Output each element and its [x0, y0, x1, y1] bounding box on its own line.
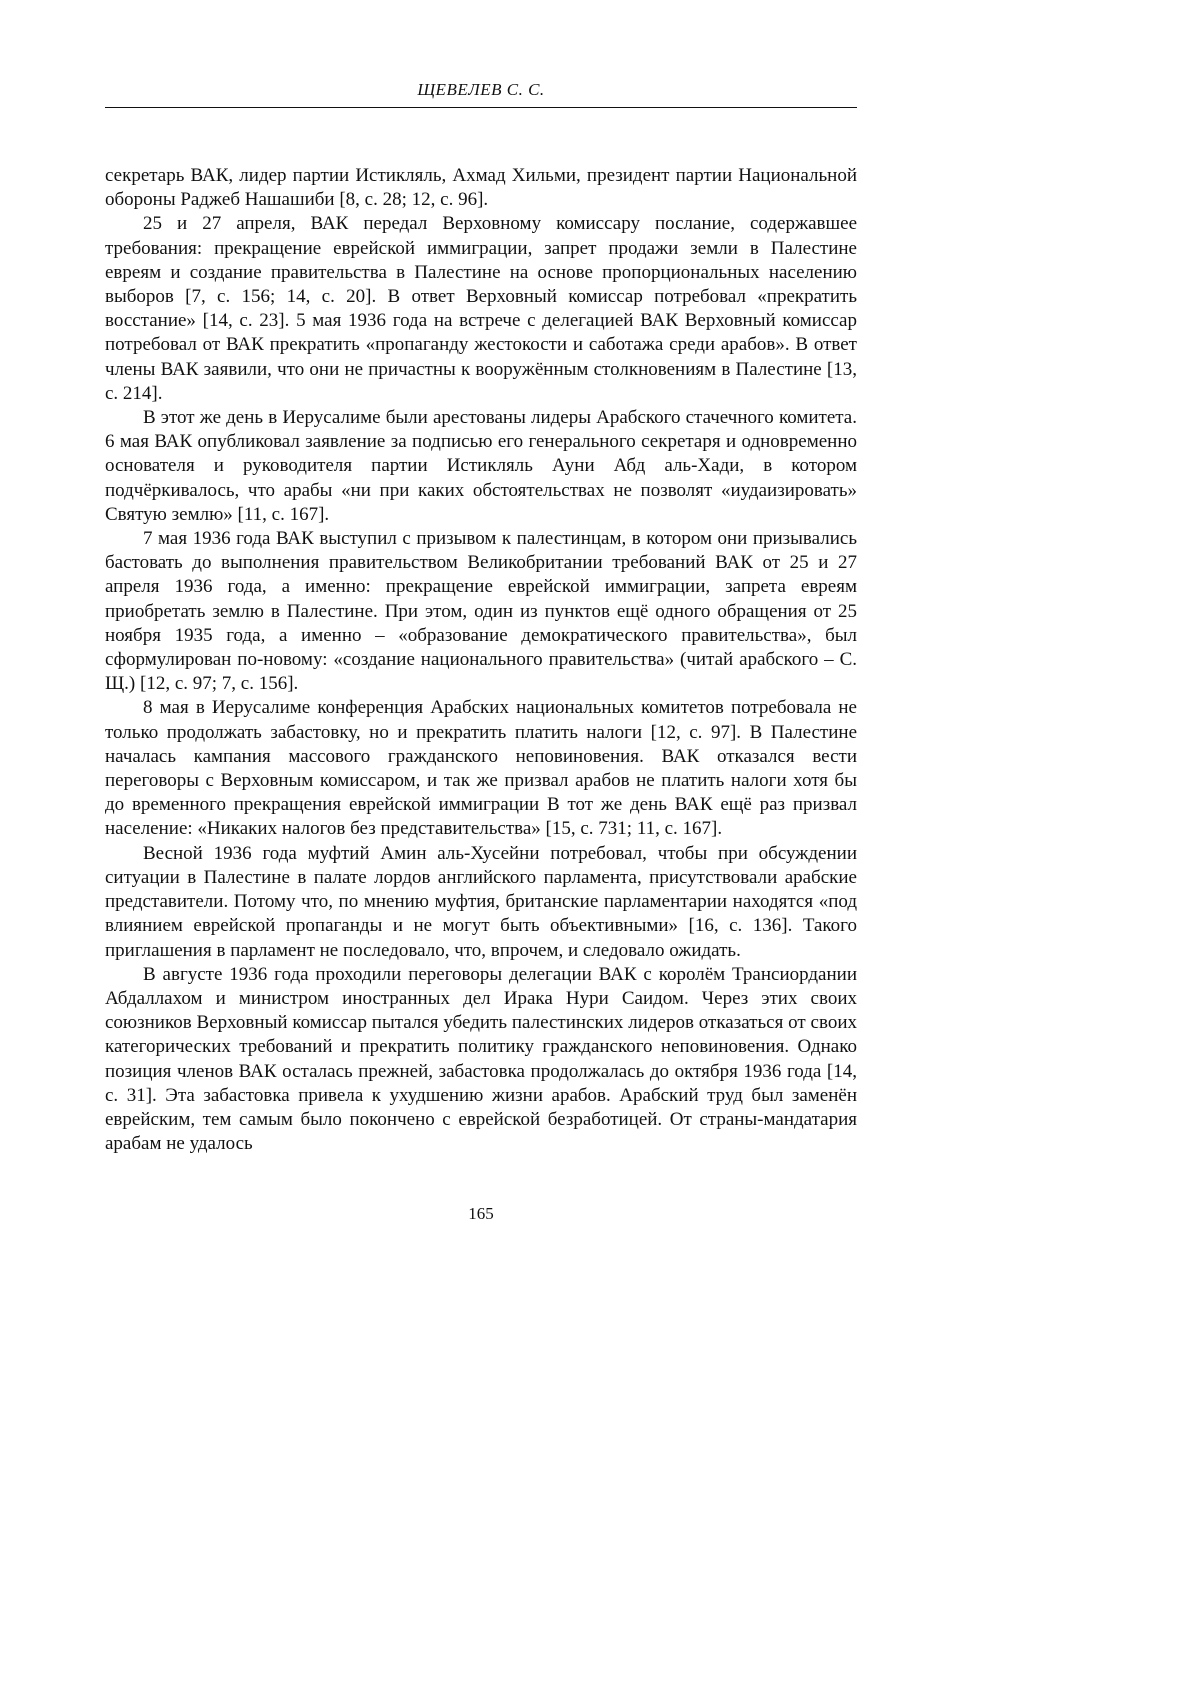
running-header [105, 80, 857, 108]
paragraph-1: секретарь ВАК, лидер партии Истикляль, Ахмад Хильми, президент партии Национальной обороны Раджеб Нашашиби [8, с. 28; 12, с. 96]. [105, 165, 857, 211]
running-header-author: ЩЕВЕЛЕВ С. С. [417, 80, 545, 99]
paragraph-4: 7 мая 1936 года ВАК выступил с призывом к палестинцам, в котором они призывались бастовать до выполнения правительством Великобритании требований ВАК от 25 и 27 апреля 1936 года, а именно: прекращение еврейской иммиграции, запрета евреям приобретать землю в Палестине. При этом, один из пунктов ещё одного обращения от 25 ноября 1935 года, а именно – «образование демократического правительства», был сформулирован по-новому: «создание национального правительства» (читай арабского – С. Щ.) [12, с. 97; 7, с. 156]. [105, 528, 857, 695]
page-number: 165 [468, 1204, 494, 1224]
paragraph-3: В этот же день в Иерусалиме были арестованы лидеры Арабского стачечного комитета. 6 мая ВАК опубликовал заявление за подписью его генерального секретаря и одновременно основателя и руководителя партии Истикляль Ауни Абд аль-Хади, в котором подчёркивалось, что арабы «ни при каких обстоятельствах не позволят «иудаизировать» Святую землю» [11, с. 167]. [105, 407, 857, 525]
paragraph-5: 8 мая в Иерусалиме конференция Арабских национальных комитетов потребовала не только продолжать забастовку, но и прекратить платить налоги [12, с. 97]. В Палестине началась кампания массового гражданского неповиновения. ВАК отказался вести переговоры с Верховным комиссаром, и так же призвал арабов не платить налоги хотя бы до временного прекращения еврейской иммиграции В тот же день ВАК ещё раз призвал население: «Никаких налогов без представительства» [15, с. 731; 11, с. 167]. [105, 697, 857, 840]
paragraph-2: 25 и 27 апреля, ВАК передал Верховному комиссару послание, содержавшее требования: прекращение еврейской иммиграции, запрет продажи земли в Палестине евреям и создание правительства в Палестине на основе пропорциональных населению выборов [7, с. 156; 14, с. 20]. В ответ Верховный комиссар потребовал «прекратить восстание» [14, с. 23]. 5 мая 1936 года на встрече с делегацией ВАК Верховный комиссар потребовал от ВАК прекратить «пропаганду жестокости и саботажа среди арабов». В ответ члены ВАК заявили, что они не причастны к вооружённым столкновениям в Палестине [13, с. 214]. [105, 213, 857, 404]
document-page [105, 80, 857, 1224]
paragraph-6: Весной 1936 года муфтий Амин аль-Хусейни потребовал, чтобы при обсуждении ситуации в Палестине в палате лордов английского парламента, присутствовали арабские представители. Потому что, по мнению муфтия, британские парламентарии находятся «под влиянием еврейской пропаганды и не могут быть объективными» [16, с. 136]. Такого приглашения в парламент не последовало, что, впрочем, и следовало ожидать. [105, 842, 857, 961]
page-body [105, 164, 857, 1156]
paragraph-7: В августе 1936 года проходили переговоры делегации ВАК с королём Трансиордании Абдаллахом и министром иностранных дел Ирака Нури Саидом. Через этих своих союзников Верховный комиссар пытался убедить палестинских лидеров отказаться от своих категорических требований и прекратить политику гражданского неповиновения. Однако позиция членов ВАК осталась прежней, забастовка продолжалась до октября 1936 года [14, с. 31]. Эта забастовка привела к ухудшению жизни арабов. Арабский труд был заменён еврейским, тем самым было покончено с еврейской безработицей. От страны-мандатария арабам не удалось [105, 963, 857, 1155]
page-footer [105, 1204, 857, 1224]
